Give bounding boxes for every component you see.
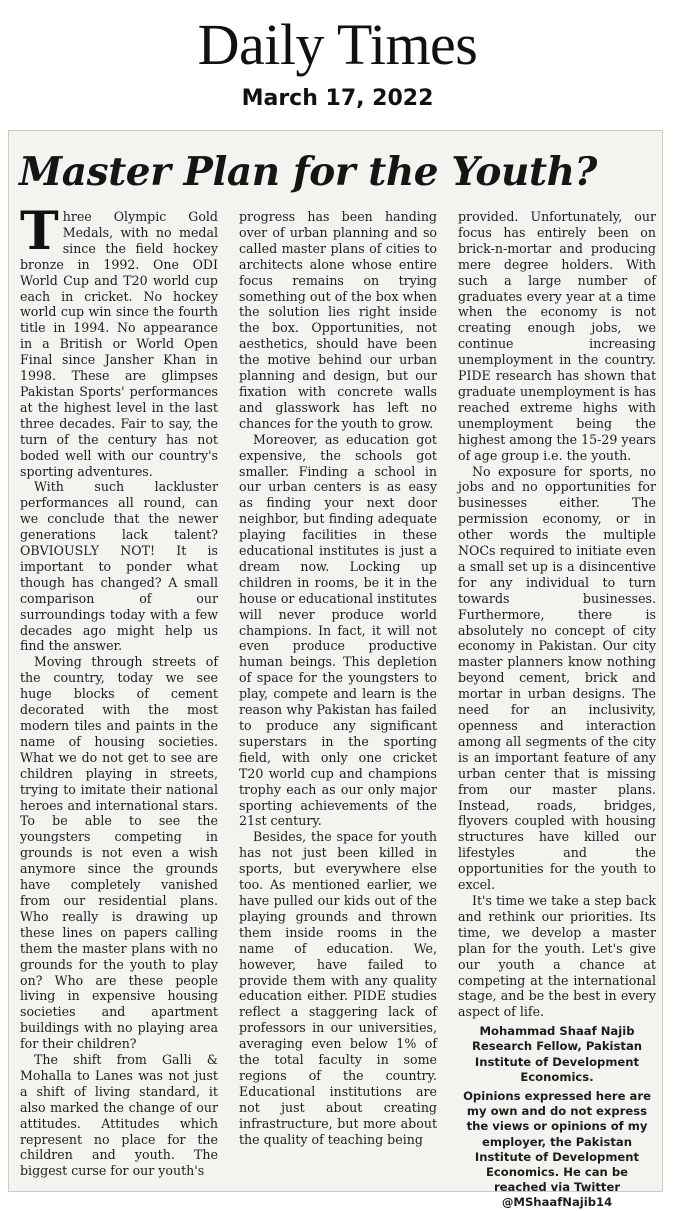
article-paragraph: provided. Unfortunately, our focus has entirely been on brick-n-mortar and producing mere degree holders. With such a large number of graduates every year at a time when the economy is not creating enough jobs, we continue increasing unemployment in the country. PIDE research has shown that graduate unemployment is has reached extreme highs with unemployment being the highest among the 15-29 years of age group i.e. the youth. [458,209,656,463]
article-headline: Master Plan for the Youth? [19,149,598,195]
article-paragraph: progress has been handing over of urban planning and so called master plans of cities to architects alone whose entire focus remains on trying something out of the box when the solution lies right inside the box. Opportunities, not aesthetics, should have been the motive behind our urban planning and design, but our fixation with concrete walls and glasswork has left no chances for the youth to grow. [239,209,437,431]
article-paragraph: The shift from Galli & Mohalla to Lanes was not just a shift of living standard, it also marked the change of our attitudes. Attitudes which represent no place for the children and youth. The biggest curse for our youth's [20,1052,218,1179]
masthead [0,14,675,111]
author-name: Mohammad Shaaf Najib [479,1024,635,1039]
article-paragraph: No exposure for sports, no jobs and no opportunities for businesses either. The permission economy, or in other words the multiple NOCs required to initiate even a small set up is a disincentive for any individual to turn towards businesses. Furthermore, there is absolutely no concept of city economy in Pakistan. Our city master planners know nothing beyond cement, brick and mortar in urban designs. The need for an inclusivity, openness and interaction among all segments of the city is an important feature of any urban center that is missing from our master plans. Instead, roads, bridges, flyovers coupled with housing structures have killed our lifestyles and the opportunities for the youth to excel. [458,463,656,893]
article-column-3 [458,209,656,1210]
author-signature [458,1024,656,1085]
article-column-2 [239,209,437,1189]
drop-cap: T [20,201,59,262]
author-title: Research Fellow, Pakistan Institute of Development Economics. [471,1039,643,1084]
article-column-1 [20,201,218,1189]
article-clipping [8,130,663,1210]
newspaper-name: Daily Times [197,12,478,77]
article-paragraph: Moreover, as education got expensive, the schools got smaller. Finding a school in our urban centers is as easy as finding your next door neighbor, but finding adequate playing facilities in these educational institutes is just a dream now. Locking up children in rooms, be it in the house or educational institutes will never produce world champions. In fact, it will not even produce productive human beings. This depletion of space for the youngsters to play, compete and learn is the reason why Pakistan has failed to produce any significant superstars in the sporting field, with only one cricket T20 world cup and champions trophy each as our only major sporting achievements of the 21st century. [239,431,437,829]
paragraph-text: hree Olympic Gold Medals, with no medal since the field hockey bronze in 1992. One ODI World Cup and T20 world cup each in cricket. No hockey world cup win since the fourth title in 1994. No appearance in a British or World Open Final since Jansher Khan in 1998. These are glimpses Pakistan Sports' performances at the highest level in the last three decades. Fair to say, the turn of the century has not boded well with our country's sporting adventures. [20,209,218,479]
publication-date: March 17, 2022 [241,86,434,111]
author-disclaimer: Opinions expressed here are my own and do not express the views or opinions of my employer, the Pakistan Institute of Development Economics. He can be reached via Twitter @MShaafNajib14 [463,1089,651,1210]
article-paragraph: With such lackluster performances all round, can we conclude that the newer generations lack talent? OBVIOUSLY NOT! It is important to ponder what though has changed? A small comparison of our surroundings today with a few decades ago might help us find the answer. [20,479,218,654]
article-paragraph [20,201,218,479]
article-paragraph: It's time we take a step back and rethink our priorities. Its time, we develop a master plan for the youth. Let's give our youth a chance at competing at the international stage, and be the best in every aspect of life. [458,892,656,1020]
article-paragraph: Besides, the space for youth has not just been killed in sports, but everywhere else too. As mentioned earlier, we have pulled our kids out of the playing grounds and thrown them inside rooms in the name of education. We, however, have failed to provide them with any quality education either. PIDE studies reflect a staggering lack of professors in our universities, averaging even below 1% of the total faculty in some regions of the country. Educational institutions are not just about creating infrastructure, but more about the quality of teaching being [239,829,437,1147]
article-paragraph: Moving through streets of the country, today we see huge blocks of cement decorated with the most modern tiles and paints in the name of housing societies. What we do not get to see are children playing in streets, trying to imitate their national heroes and international stars. To be able to see the youngsters competing in grounds is not even a wish anymore since the grounds have completely vanished from our residential plans. Who really is drawing up these lines on papers calling them the master plans with no grounds for the youth to play on? Who are these people living in expensive housing societies and apartment buildings with no playing area for their children? [20,654,218,1052]
